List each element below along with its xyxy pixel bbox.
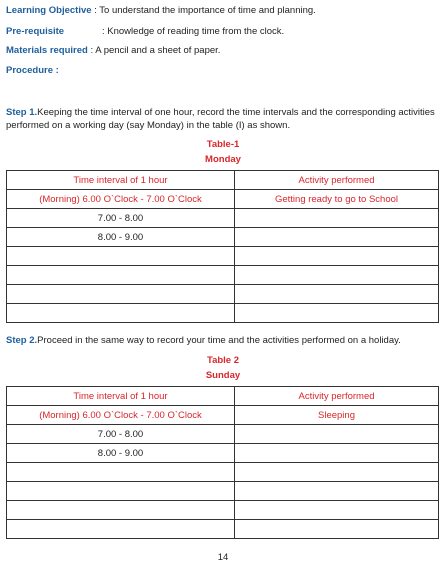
learning-objective-sep: : <box>91 5 100 16</box>
prerequisite-value-wrap <box>102 26 284 37</box>
table-2-subcaption: Sunday <box>205 370 241 381</box>
time-cell <box>7 463 235 482</box>
materials-label: Materials required <box>6 45 88 56</box>
prerequisite-label: Pre-requisite <box>6 26 65 37</box>
table-row <box>7 247 439 266</box>
table-header-row <box>7 387 439 406</box>
table-row <box>7 304 439 323</box>
time-cell <box>7 304 235 323</box>
step-2-text: Proceed in the same way to record your time and the activities performed on a holiday. <box>37 335 401 346</box>
activity-cell <box>235 247 439 266</box>
table-1-caption: Table-1 <box>206 139 240 150</box>
step-1-label: Step 1. <box>6 107 38 118</box>
activity-cell <box>235 209 439 228</box>
procedure-label: Procedure : <box>6 65 59 76</box>
learning-objective-row <box>6 5 316 16</box>
header-activity: Activity performed <box>235 387 439 406</box>
table-1 <box>6 170 439 323</box>
materials-value: A pencil and a sheet of paper. <box>95 45 221 56</box>
activity-cell <box>235 228 439 247</box>
procedure-row <box>6 65 59 76</box>
table-row <box>7 266 439 285</box>
step-1-paragraph <box>6 106 438 132</box>
activity-cell: Getting ready to go to School <box>235 190 439 209</box>
header-time-interval: Time interval of 1 hour <box>7 171 235 190</box>
step-1-text: Keeping the time interval of one hour, record the time intervals and the corresponding activities performed on a working day (say Monday) in the table (I) as shown. <box>6 107 435 131</box>
learning-objective-value: To understand the importance of time and planning. <box>99 5 316 16</box>
time-cell: (Morning) 6.00 O`Clock - 7.00 O`Clock <box>7 190 235 209</box>
header-activity: Activity performed <box>235 171 439 190</box>
prerequisite-row <box>6 26 436 37</box>
table-row <box>7 425 439 444</box>
table-row <box>7 520 439 539</box>
table-2-caption: Table 2 <box>206 355 240 366</box>
time-cell <box>7 501 235 520</box>
time-cell: 7.00 - 8.00 <box>7 425 235 444</box>
activity-cell: Sleeping <box>235 406 439 425</box>
table-row <box>7 406 439 425</box>
step-2-paragraph <box>6 334 438 347</box>
time-cell: (Morning) 6.00 O`Clock - 7.00 O`Clock <box>7 406 235 425</box>
step-2-label: Step 2. <box>6 335 38 346</box>
activity-cell <box>235 482 439 501</box>
header-time-interval: Time interval of 1 hour <box>7 387 235 406</box>
table-row <box>7 209 439 228</box>
activity-cell <box>235 501 439 520</box>
time-cell <box>7 266 235 285</box>
prerequisite-sep: : <box>102 26 105 37</box>
time-cell: 8.00 - 9.00 <box>7 228 235 247</box>
time-cell: 7.00 - 8.00 <box>7 209 235 228</box>
materials-row <box>6 45 220 56</box>
activity-cell <box>235 285 439 304</box>
prerequisite-value: Knowledge of reading time from the clock. <box>107 26 285 37</box>
table-row <box>7 444 439 463</box>
time-cell <box>7 520 235 539</box>
table-row <box>7 285 439 304</box>
activity-cell <box>235 266 439 285</box>
table-row <box>7 463 439 482</box>
time-cell <box>7 285 235 304</box>
table-1-subcaption: Monday <box>205 154 241 165</box>
time-cell <box>7 482 235 501</box>
table-row <box>7 482 439 501</box>
time-cell: 8.00 - 9.00 <box>7 444 235 463</box>
table-2 <box>6 386 439 539</box>
table-row <box>7 501 439 520</box>
learning-objective-label: Learning Objective <box>6 5 92 16</box>
table-header-row <box>7 171 439 190</box>
activity-cell <box>235 463 439 482</box>
materials-sep: : <box>87 45 96 56</box>
page-number: 14 <box>217 552 229 563</box>
table-row <box>7 190 439 209</box>
activity-cell <box>235 304 439 323</box>
activity-cell <box>235 444 439 463</box>
activity-cell <box>235 425 439 444</box>
time-cell <box>7 247 235 266</box>
table-row <box>7 228 439 247</box>
activity-cell <box>235 520 439 539</box>
